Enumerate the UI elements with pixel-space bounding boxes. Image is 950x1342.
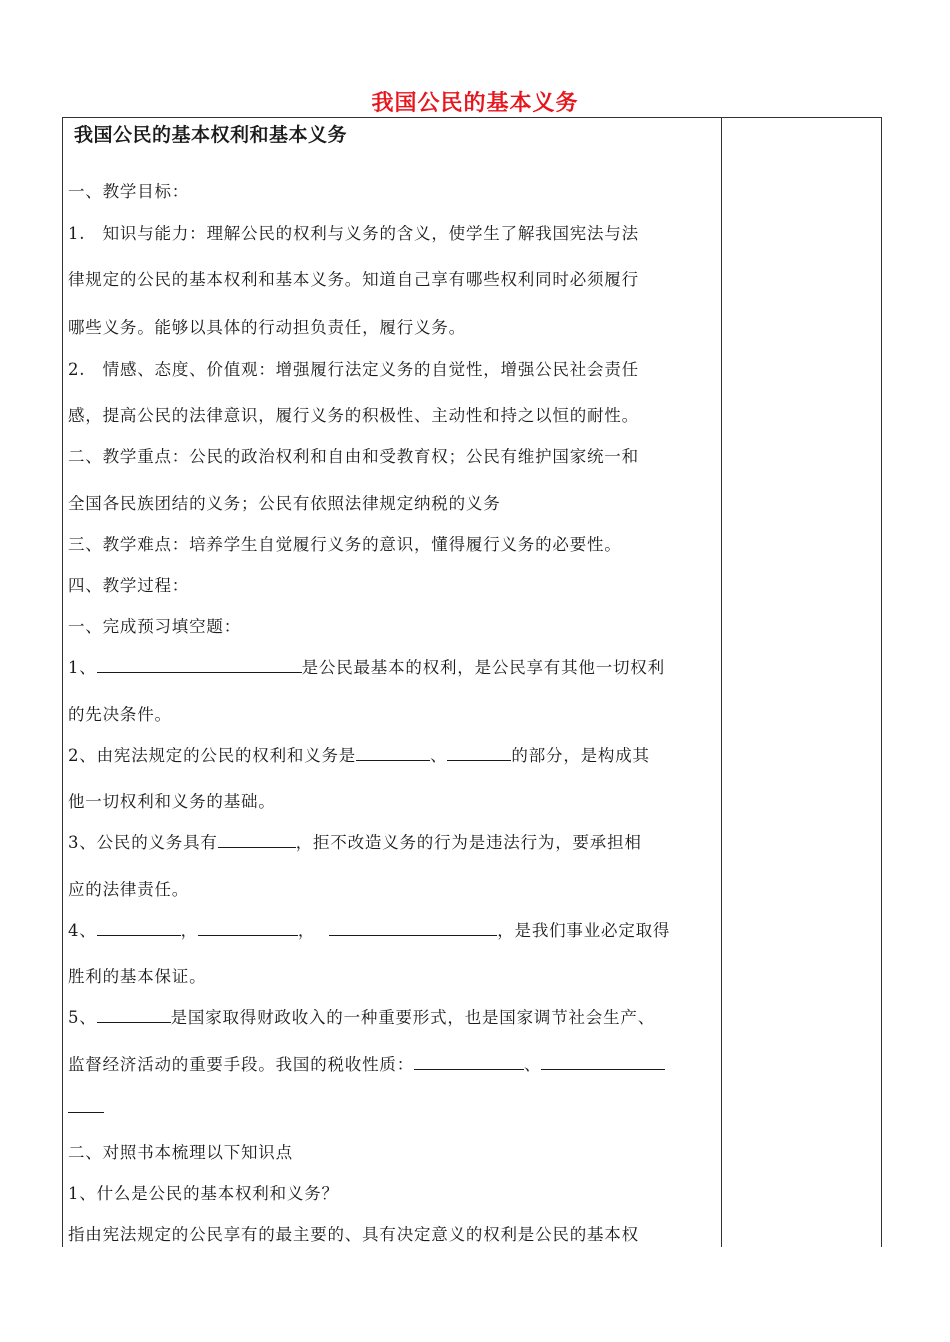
question-2-sep: 、 <box>430 746 448 765</box>
question-2-blank-2[interactable] <box>447 742 511 761</box>
question-1-blank[interactable] <box>97 654 302 673</box>
question-1-text: 是公民最基本的权利，是公民享有其他一切权利 <box>301 658 665 677</box>
objective-2-line-2: 感，提高公民的法律意识，履行义务的积极性、主动性和持之以恒的耐性。 <box>68 406 639 425</box>
key-points-line-1: 二、教学重点：公民的政治权利和自由和受教育权；公民有维护国家统一和 <box>68 447 639 466</box>
question-4-sep-1: ， <box>180 921 198 940</box>
question-2-prefix: 2、由宪法规定的公民的权利和义务是 <box>68 746 357 765</box>
knowledge-answer-1: 指由宪法规定的公民享有的最主要的、具有决定意义的权利是公民的基本权 <box>68 1225 639 1244</box>
knowledge-label: 二、对照书本梳理以下知识点 <box>68 1143 293 1162</box>
objective-2-line-1: 2. 情感、态度、价值观：增强履行法定义务的自觉性，增强公民社会责任 <box>68 360 639 379</box>
question-2-line-1 <box>68 742 650 766</box>
question-3-text: ，拒不改造义务的行为是违法行为，要承担相 <box>295 833 642 852</box>
question-4-line-1 <box>68 917 670 941</box>
question-3-line-2: 应的法律责任。 <box>68 880 190 899</box>
table-column-divider <box>721 117 722 1247</box>
question-4-line-2: 胜利的基本保证。 <box>68 967 207 986</box>
question-5-prefix: 5、 <box>68 1008 97 1027</box>
question-4-blank-1[interactable] <box>97 917 181 936</box>
section-heading: 我国公民的基本权利和基本义务 <box>74 124 348 146</box>
question-5-blank-3[interactable] <box>541 1051 665 1070</box>
objectives-label: 一、教学目标： <box>68 182 190 201</box>
page-title: 我国公民的基本义务 <box>371 91 579 116</box>
question-5-line-3 <box>68 1094 104 1117</box>
question-5-line-2-text: 监督经济活动的重要手段。我国的税收性质： <box>68 1055 414 1074</box>
question-2-text: 的部分，是构成其 <box>511 746 650 765</box>
question-1-prefix: 1、 <box>68 658 97 677</box>
question-4-text: ，是我们事业必定取得 <box>497 921 671 940</box>
question-3-line-1 <box>68 829 642 853</box>
question-2-blank-1[interactable] <box>356 742 430 761</box>
question-5-text: 是国家取得财政收入的一种重要形式，也是国家调节社会生产、 <box>170 1008 656 1027</box>
question-2-line-2: 他一切权利和义务的基础。 <box>68 792 276 811</box>
objective-1-line-2: 律规定的公民的基本权利和基本义务。知道自己享有哪些权利同时必须履行 <box>68 270 639 289</box>
objective-1-line-3: 哪些义务。能够以具体的行动担负责任，履行义务。 <box>68 318 466 337</box>
question-5-sep: 、 <box>524 1055 542 1074</box>
question-3-blank[interactable] <box>218 829 296 848</box>
question-4-prefix: 4、 <box>68 921 97 940</box>
question-5-blank-1[interactable] <box>97 1004 171 1023</box>
question-5-line-2 <box>68 1051 665 1075</box>
question-4-sep-2: ， <box>297 921 316 940</box>
question-1-line-2: 的先决条件。 <box>68 705 172 724</box>
question-5-line-1 <box>68 1004 655 1028</box>
question-1-line-1 <box>68 654 665 678</box>
knowledge-question-1: 1、什么是公民的基本权利和义务？ <box>68 1184 339 1203</box>
question-5-blank-2[interactable] <box>414 1051 524 1070</box>
objective-1-line-1: 1. 知识与能力：理解公民的权利与义务的含义，使学生了解我国宪法与法 <box>68 224 639 243</box>
question-5-blank-3-cont[interactable] <box>68 1094 104 1113</box>
difficulty-line: 三、教学难点：培养学生自觉履行义务的意识，懂得履行义务的必要性。 <box>68 535 622 554</box>
question-4-blank-3[interactable] <box>329 917 497 936</box>
question-4-blank-2[interactable] <box>198 917 298 936</box>
prefill-label: 一、完成预习填空题： <box>68 617 241 636</box>
question-3-prefix: 3、公民的义务具有 <box>68 833 218 852</box>
key-points-line-2: 全国各民族团结的义务；公民有依照法律规定纳税的义务 <box>68 494 501 513</box>
process-label: 四、教学过程： <box>68 576 190 595</box>
